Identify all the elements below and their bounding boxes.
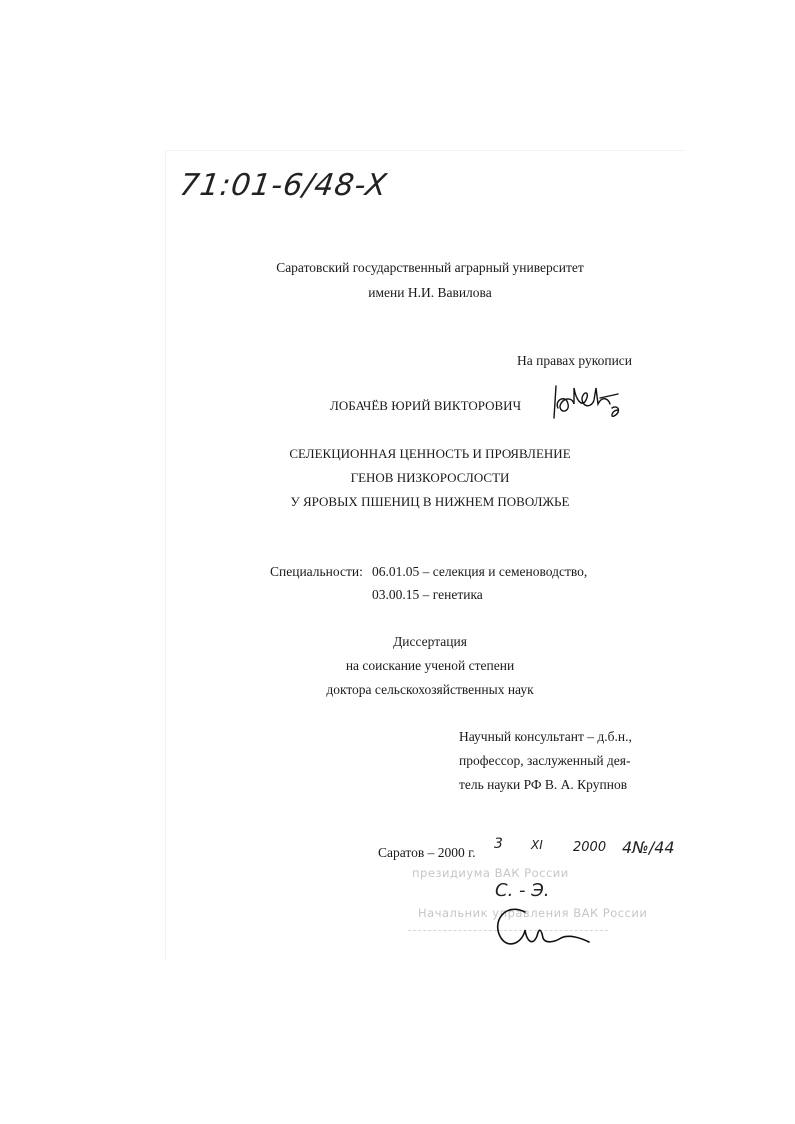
- author-signature: [548, 378, 626, 424]
- archive-code: 71:01-6/48-X: [177, 168, 390, 203]
- specialty-2: 03.00.15 – генетика: [372, 587, 483, 602]
- stamp-text-line-2: Начальник управления ВАК России: [418, 906, 648, 920]
- handwritten-year: 2000: [573, 840, 607, 855]
- university-namesake: имени Н.И. Вавилова: [368, 285, 492, 300]
- title-line-2: ГЕНОВ НИЗКОРОСЛОСТИ: [350, 470, 510, 485]
- author-name: ЛОБАЧЁВ ЮРИЙ ВИКТОРОВИЧ: [330, 398, 522, 413]
- degree-line: на соискание ученой степени: [345, 658, 515, 673]
- specialty-1: 06.01.05 – селекция и семеноводство,: [372, 564, 588, 579]
- consultant-line-3: тель науки РФ В. А. Крупнов: [459, 777, 628, 792]
- university-name: Саратовский государственный аграрный университет: [276, 260, 584, 275]
- stamp-handwriting: С. - Э.: [495, 880, 550, 901]
- title-line-3: У ЯРОВЫХ ПШЕНИЦ В НИЖНЕМ ПОВОЛЖЬЕ: [290, 494, 570, 509]
- stamp-text-line-1: президиума ВАК России: [412, 866, 569, 880]
- dissertation-label: Диссертация: [393, 634, 467, 649]
- degree-field: доктора сельскохозяйственных наук: [326, 682, 534, 697]
- handwritten-day: 3: [494, 836, 503, 852]
- manuscript-rights: На правах рукописи: [517, 353, 633, 368]
- place-year: Саратов – 2000 г.: [378, 845, 476, 860]
- handwritten-month: XI: [531, 838, 543, 852]
- handwritten-reference: 4№/44: [622, 838, 675, 857]
- official-signature: [485, 898, 595, 956]
- consultant-line-1: Научный консультант – д.б.н.,: [459, 729, 632, 744]
- specialties-label: Специальности:: [270, 564, 363, 579]
- consultant-line-2: профессор, заслуженный дея-: [459, 753, 631, 768]
- title-line-1: СЕЛЕКЦИОННАЯ ЦЕННОСТЬ И ПРОЯВЛЕНИЕ: [289, 446, 571, 461]
